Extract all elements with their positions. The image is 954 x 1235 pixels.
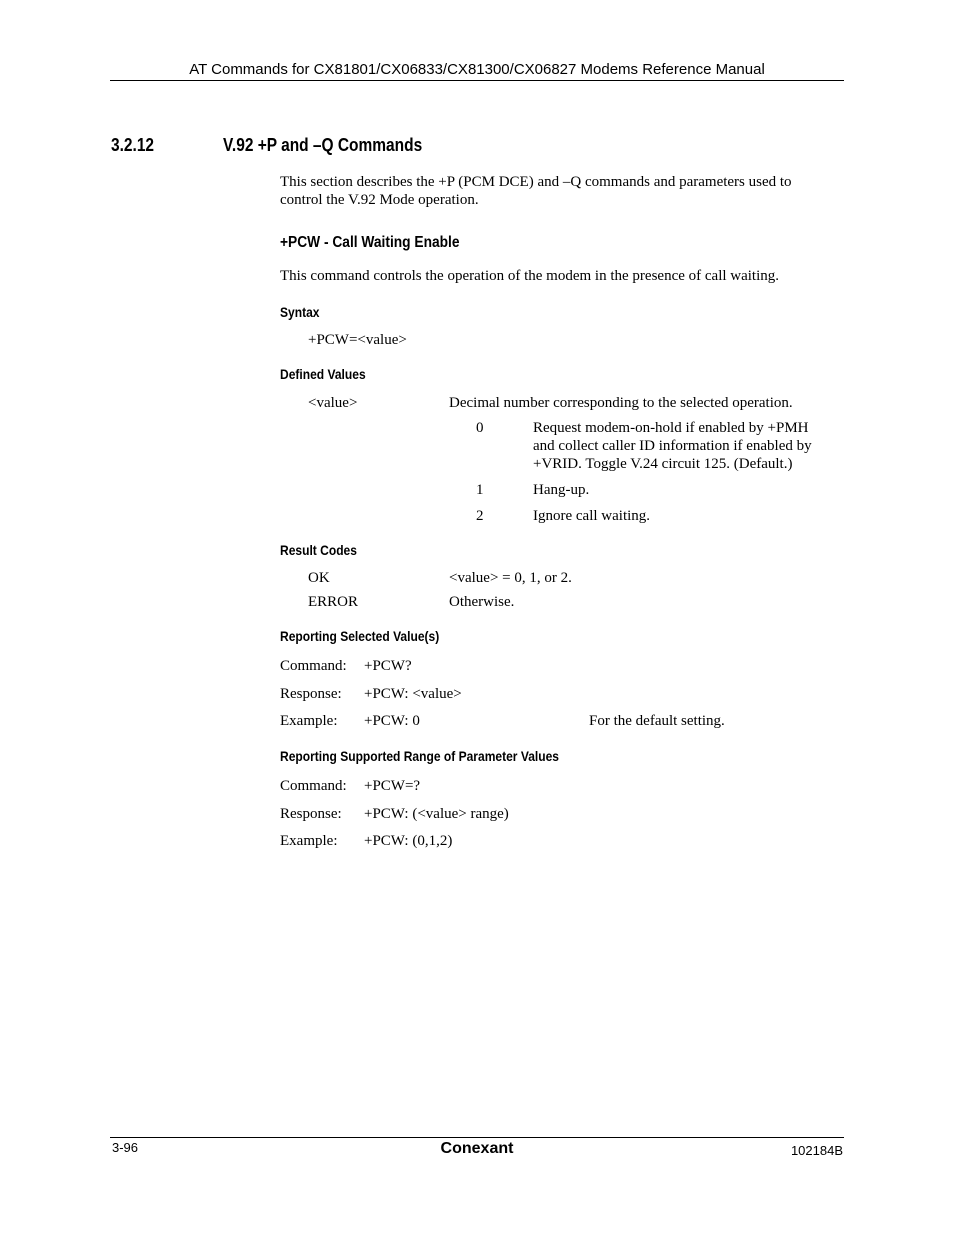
reporting-label: Command: [280,658,347,674]
page-number: 3-96 [112,1140,139,1155]
range-value: +PCW: (<value> range) [364,806,509,822]
reporting-label: Response: [280,686,342,702]
reporting-label: Example: [280,713,338,729]
reporting-value: +PCW: 0 [364,713,420,729]
reporting-range-heading: Reporting Supported Range of Parameter Values [280,748,559,764]
result-code-desc: Otherwise. [449,594,515,610]
section-number: 3.2.12 [111,135,155,155]
syntax-text: +PCW=<value> [308,332,407,348]
option-value: 1 [476,482,484,498]
defined-values-param-desc: Decimal number corresponding to the selected operation. [449,395,793,411]
range-value: +PCW: (0,1,2) [364,833,453,849]
range-label: Response: [280,806,342,822]
option-desc-line: Ignore call waiting. [533,508,651,524]
pcw-description: This command controls the operation of the modem in the presence of call waiting. [280,268,780,284]
reporting-selected-heading: Reporting Selected Value(s) [280,628,440,644]
pcw-heading: +PCW - Call Waiting Enable [280,234,460,251]
range-value: +PCW=? [364,778,421,794]
section-title: V.92 +P and –Q Commands [223,135,423,155]
intro-line-2: control the V.92 Mode operation. [280,192,479,208]
option-desc-line: +VRID. Toggle V.24 circuit 125. (Default.) [533,456,793,472]
range-label: Command: [280,778,347,794]
defined-values-heading: Defined Values [280,366,366,382]
option-desc-line: and collect caller ID information if enabled by [533,438,812,454]
range-label: Example: [280,833,338,849]
reporting-note: For the default setting. [589,713,725,729]
result-codes-heading: Result Codes [280,542,357,558]
syntax-heading: Syntax [280,304,320,320]
footer-company: Conexant [440,1140,514,1157]
reporting-value: +PCW? [364,658,412,674]
option-desc-line: Request modem-on-hold if enabled by +PMH [533,420,809,436]
intro-line-1: This section describes the +P (PCM DCE) and –Q commands and parameters used to [280,174,792,190]
document-number: 102184B [790,1143,843,1158]
option-desc-line: Hang-up. [533,482,590,498]
footer-rule [110,1137,844,1138]
reporting-value: +PCW: <value> [364,686,462,702]
header-rule [110,80,844,81]
result-code-desc: <value> = 0, 1, or 2. [449,570,572,586]
result-code: OK [308,570,330,586]
defined-values-param: <value> [308,395,358,411]
option-value: 2 [476,508,484,524]
option-value: 0 [476,420,484,436]
result-code: ERROR [308,594,359,610]
running-header: AT Commands for CX81801/CX06833/CX81300/CX06827 Modems Reference Manual [189,61,765,78]
